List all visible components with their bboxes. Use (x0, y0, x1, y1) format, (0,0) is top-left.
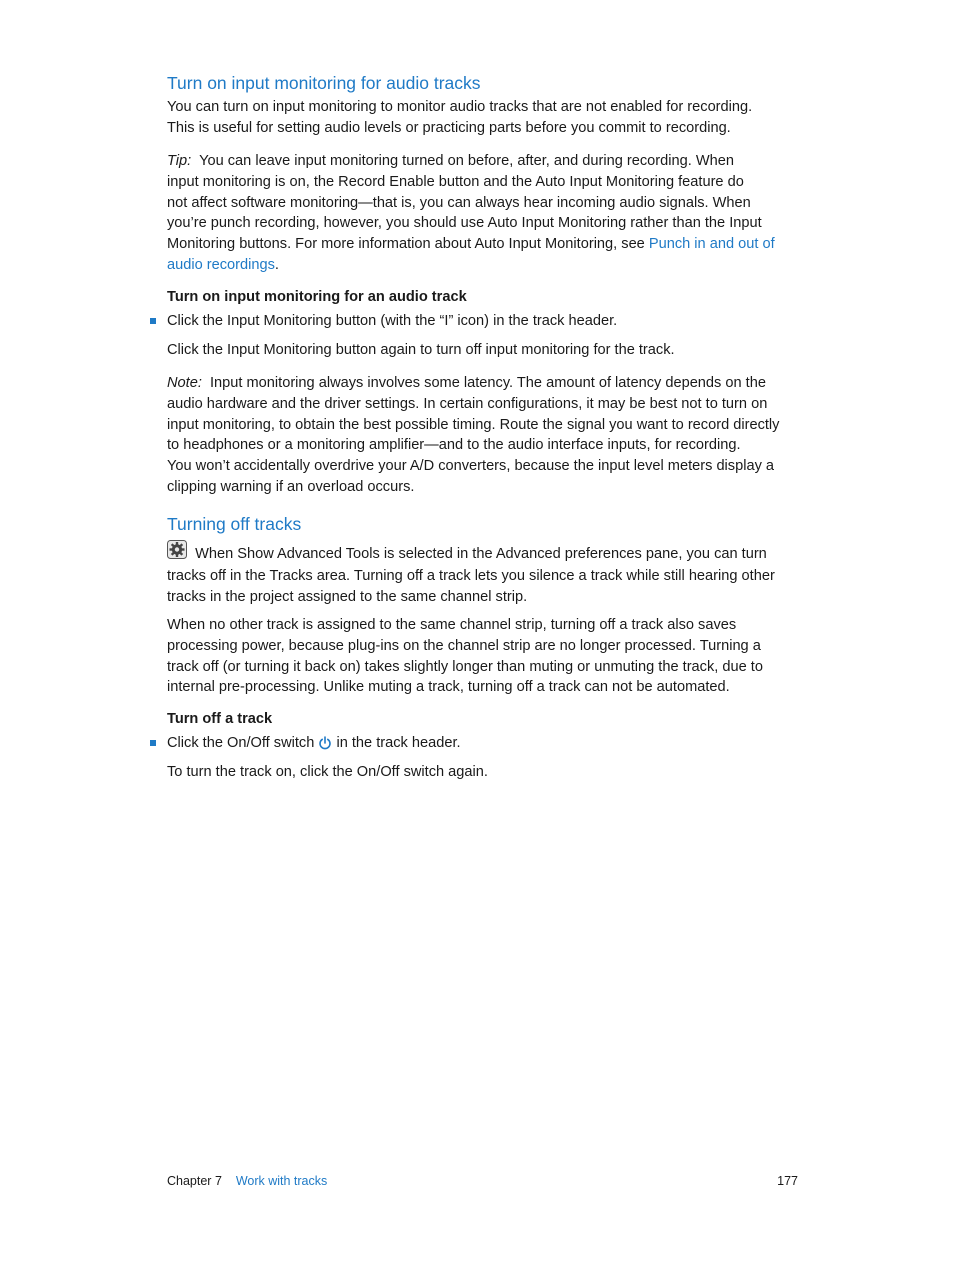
note-label: Note: (167, 375, 202, 391)
note-paragraph (167, 373, 802, 498)
after-step-text: To turn the track on, click the On/Off switch again. (167, 764, 488, 780)
advanced-tools-line: tracks off in the Tracks area. Turning off a track lets you silence a track while still hearing other (167, 567, 775, 584)
step-item (167, 311, 802, 332)
processing-line: internal pre-processing. Unlike muting a track, turning off a track can not be automated. (167, 679, 730, 696)
step-text: Click the Input Monitoring button (with the “I” icon) in the track header. (167, 313, 618, 329)
after-step-paragraph (167, 762, 802, 783)
step-text: Click the On/Off switch (167, 735, 315, 751)
footer-chapter (167, 1173, 327, 1189)
processing-line: When no other track is assigned to the same channel strip, turning off a track also saves (167, 617, 737, 633)
step-item (167, 733, 802, 757)
footer-chapter-link[interactable]: Work with tracks (235, 1174, 328, 1188)
step-text: in the track header. (336, 735, 461, 751)
tip-line: Monitoring buttons. For more information about Auto Input Monitoring, see (167, 236, 645, 253)
note-line: You won’t accidentally overdrive your A/D converters, because the input level meters display a (167, 458, 775, 475)
after-step-text: Click the Input Monitoring button again to turn off input monitoring for the track. (167, 342, 675, 358)
power-icon (318, 736, 332, 757)
tip-label: Tip: (167, 153, 192, 169)
note-line: input monitoring, to obtain the best possible timing. Route the signal you want to record directly (167, 416, 780, 433)
processing-line: track off (or turning it back on) takes slightly longer than muting or unmuting the track, due to (167, 658, 763, 675)
note-line: clipping warning if an overload occurs. (167, 478, 415, 495)
note-line: to headphones or a monitoring amplifier—and to the audio interface inputs, for recording. (167, 437, 741, 454)
footer-chapter-label: Chapter 7 (167, 1174, 222, 1188)
note-line: audio hardware and the driver settings. In certain configurations, it may be best not to turn on (167, 395, 768, 412)
tip-line: input monitoring is on, the Record Enable button and the Auto Input Monitoring feature do (167, 173, 744, 190)
bullet-marker (150, 740, 156, 746)
advanced-tools-line: tracks in the project assigned to the same channel strip. (167, 588, 528, 605)
intro-line: You can turn on input monitoring to monitor audio tracks that are not enabled for recording. (167, 99, 753, 115)
note-line: Input monitoring always involves some latency. The amount of latency depends on the (210, 375, 766, 391)
advanced-tools-line: When Show Advanced Tools is selected in the Advanced preferences pane, you can turn (195, 546, 767, 562)
tip-line: not affect software monitoring—that is, you can always hear incoming audio signals. When (167, 194, 751, 211)
tip-end: . (274, 256, 279, 273)
processing-paragraph (167, 615, 802, 698)
section-heading-turning-off-tracks: Turning off tracks (167, 514, 302, 534)
tip-line: you’re punch recording, however, you should use Auto Input Monitoring rather than the Input (167, 215, 762, 232)
section-heading-input-monitoring: Turn on input monitoring for audio tracks (167, 73, 481, 93)
task-heading-turn-off-track: Turn off a track (167, 711, 273, 727)
tip-line: You can leave input monitoring turned on before, after, and during recording. When (199, 153, 734, 169)
intro-paragraph (167, 97, 802, 139)
bullet-marker (150, 318, 156, 324)
page-number: 177 (777, 1174, 798, 1188)
advanced-tools-gear-icon (167, 540, 187, 566)
task-heading-input-monitoring: Turn on input monitoring for an audio track (167, 289, 467, 305)
punch-in-link[interactable]: Punch in and out of (648, 236, 775, 253)
tip-paragraph (167, 151, 802, 276)
after-step-paragraph (167, 340, 802, 361)
advanced-tools-paragraph (167, 540, 802, 607)
punch-in-link-continued[interactable]: audio recordings (167, 256, 275, 273)
processing-line: processing power, because plug-ins on the channel strip are no longer processed. Turning a (167, 637, 761, 654)
intro-line: This is useful for setting audio levels or practicing parts before you commit to recording. (167, 119, 731, 136)
